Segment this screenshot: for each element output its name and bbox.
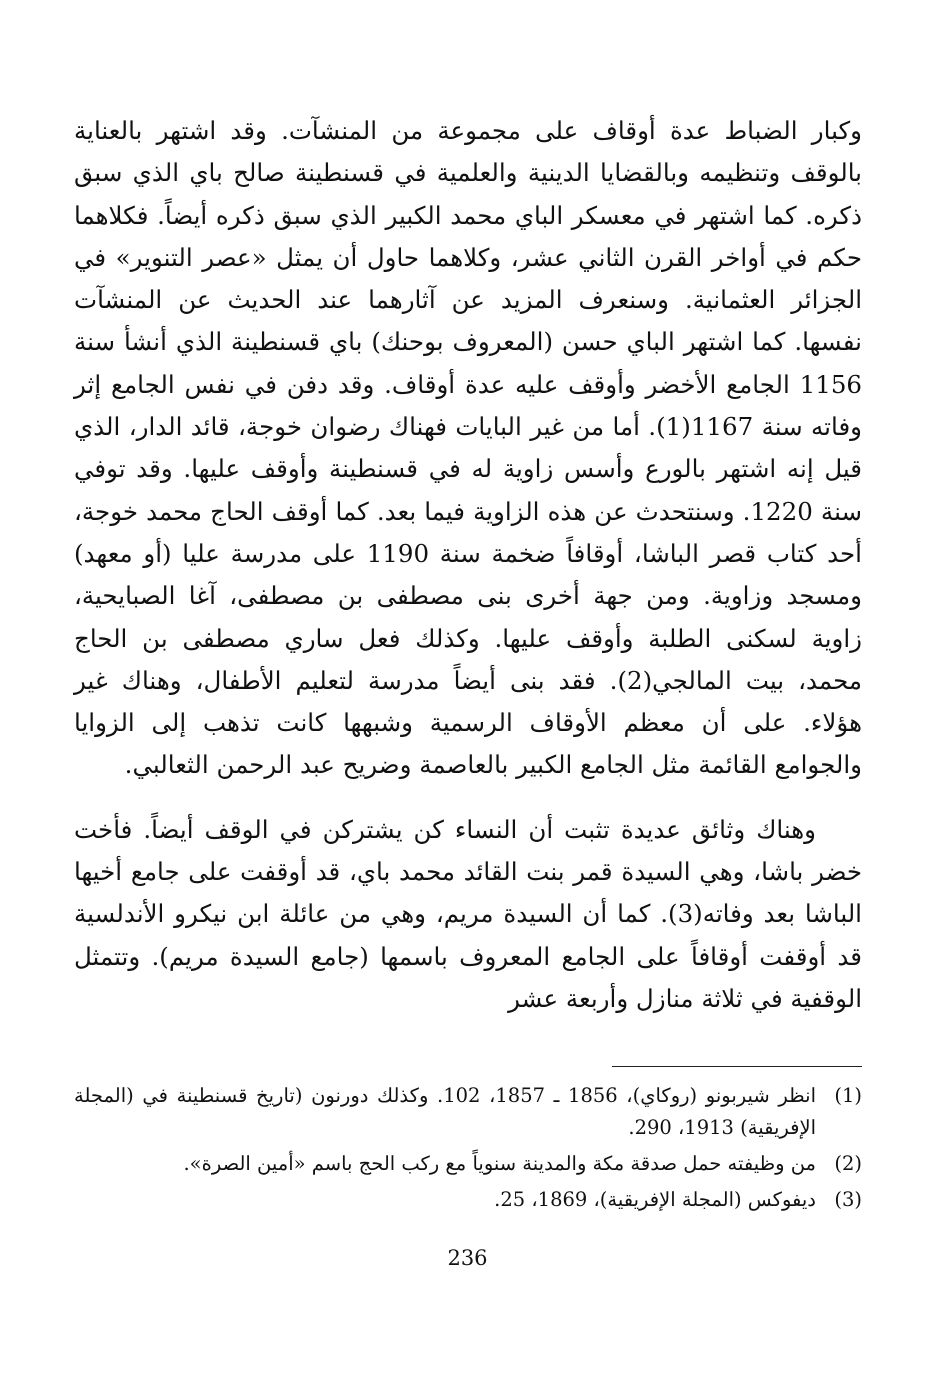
paragraph: وكبار الضباط عدة أوقاف على مجموعة من المنشآت. وقد اشتهر بالعناية بالوقف وتنظيمه وبالقضايا الدينية والعلمية في قسنطينة صالح باي الذي سبق ذكره. كما اشتهر في معسكر الباي محمد الكبير الذي سبق ذكره أيضاً. فكلاهما حكم في أواخر القرن الثاني عشر، وكلاهما حاول أن يمثل «عصر التنوير» في الجزائر العثمانية. وسنعرف المزيد عن آثارهما عند الحديث عن المنشآت نفسها. كما اشتهر الباي حسن (المعروف بوحنك) باي قسنطينة الذي أنشأ سنة 1156 الجامع الأخضر وأوقف عليه عدة أوقاف. وقد دفن في نفس الجامع إثر وفاته سنة 1167(1). أما من غير البايات فهناك رضوان خوجة، قائد الدار، الذي قيل إنه اشتهر بالورع وأسس زاوية له في قسنطينة وأوقف عليها. وقد توفي سنة 1220. وسنتحدث عن هذه الزاوية فيما بعد. كما أوقف الحاج محمد خوجة، أحد كتاب قصر الباشا، أوقافاً ضخمة سنة 1190 على مدرسة عليا (أو معهد) ومسجد وزاوية. ومن جهة أخرى بنى مصطفى بن مصطفى، آغا الصبايحية، زاوية لسكنى الطلبة وأوقف عليها. وكذلك فعل ساري مصطفى بن الحاج محمد، بيت المالجي(2). فقد بنى أيضاً مدرسة لتعليم الأطفال، وهناك غير هؤلاء. على أن معظم الأوقاف الرسمية وشبهها كانت تذهب إلى الزوايا والجوامع القائمة مثل الجامع الكبير بالعاصمة وضريح عبد الرحمن الثعالبي. bbox=[74, 116, 863, 780]
footnote-number: (2) bbox=[834, 1152, 862, 1175]
paragraph: وهناك وثائق عديدة تثبت أن النساء كن يشتركن في الوقف أيضاً. فأخت خضر باشا، وهي السيدة قمر بنت القائد محمد باي، قد أوقفت على جامع أخيها الباشا بعد وفاته(3). كما أن السيدة مريم، وهي من عائلة ابن نيكرو الأندلسية قد أوقفت أوقافاً على الجامع المعروف باسمها (جامع السيدة مريم). وتتمثل الوقفية في ثلاثة منازل وأربعة عشر bbox=[74, 814, 862, 1013]
footnotes bbox=[74, 1080, 862, 1220]
footnote-text: من وظيفته حمل صدقة مكة والمدينة سنوياً مع ركب الحج باسم «أمين الصرة». bbox=[183, 1152, 816, 1175]
footnote bbox=[74, 1080, 862, 1144]
main-text bbox=[74, 110, 862, 1020]
footnote-number: (3) bbox=[834, 1188, 862, 1211]
footnote-number: (1) bbox=[834, 1084, 862, 1107]
page-number: 236 bbox=[447, 1246, 488, 1270]
footnote-text: انظر شيربونو (روكاي)، 1856 ـ 1857، 102. وكذلك دورنون (تاريخ قسنطينة في (المجلة الإفريقية) 1913، 290. bbox=[74, 1084, 816, 1139]
footnote-separator bbox=[612, 1066, 862, 1067]
footnote bbox=[74, 1148, 862, 1180]
footnote-text: ديفوكس (المجلة الإفريقية)، 1869، 25. bbox=[494, 1188, 816, 1211]
footnote bbox=[74, 1184, 862, 1216]
